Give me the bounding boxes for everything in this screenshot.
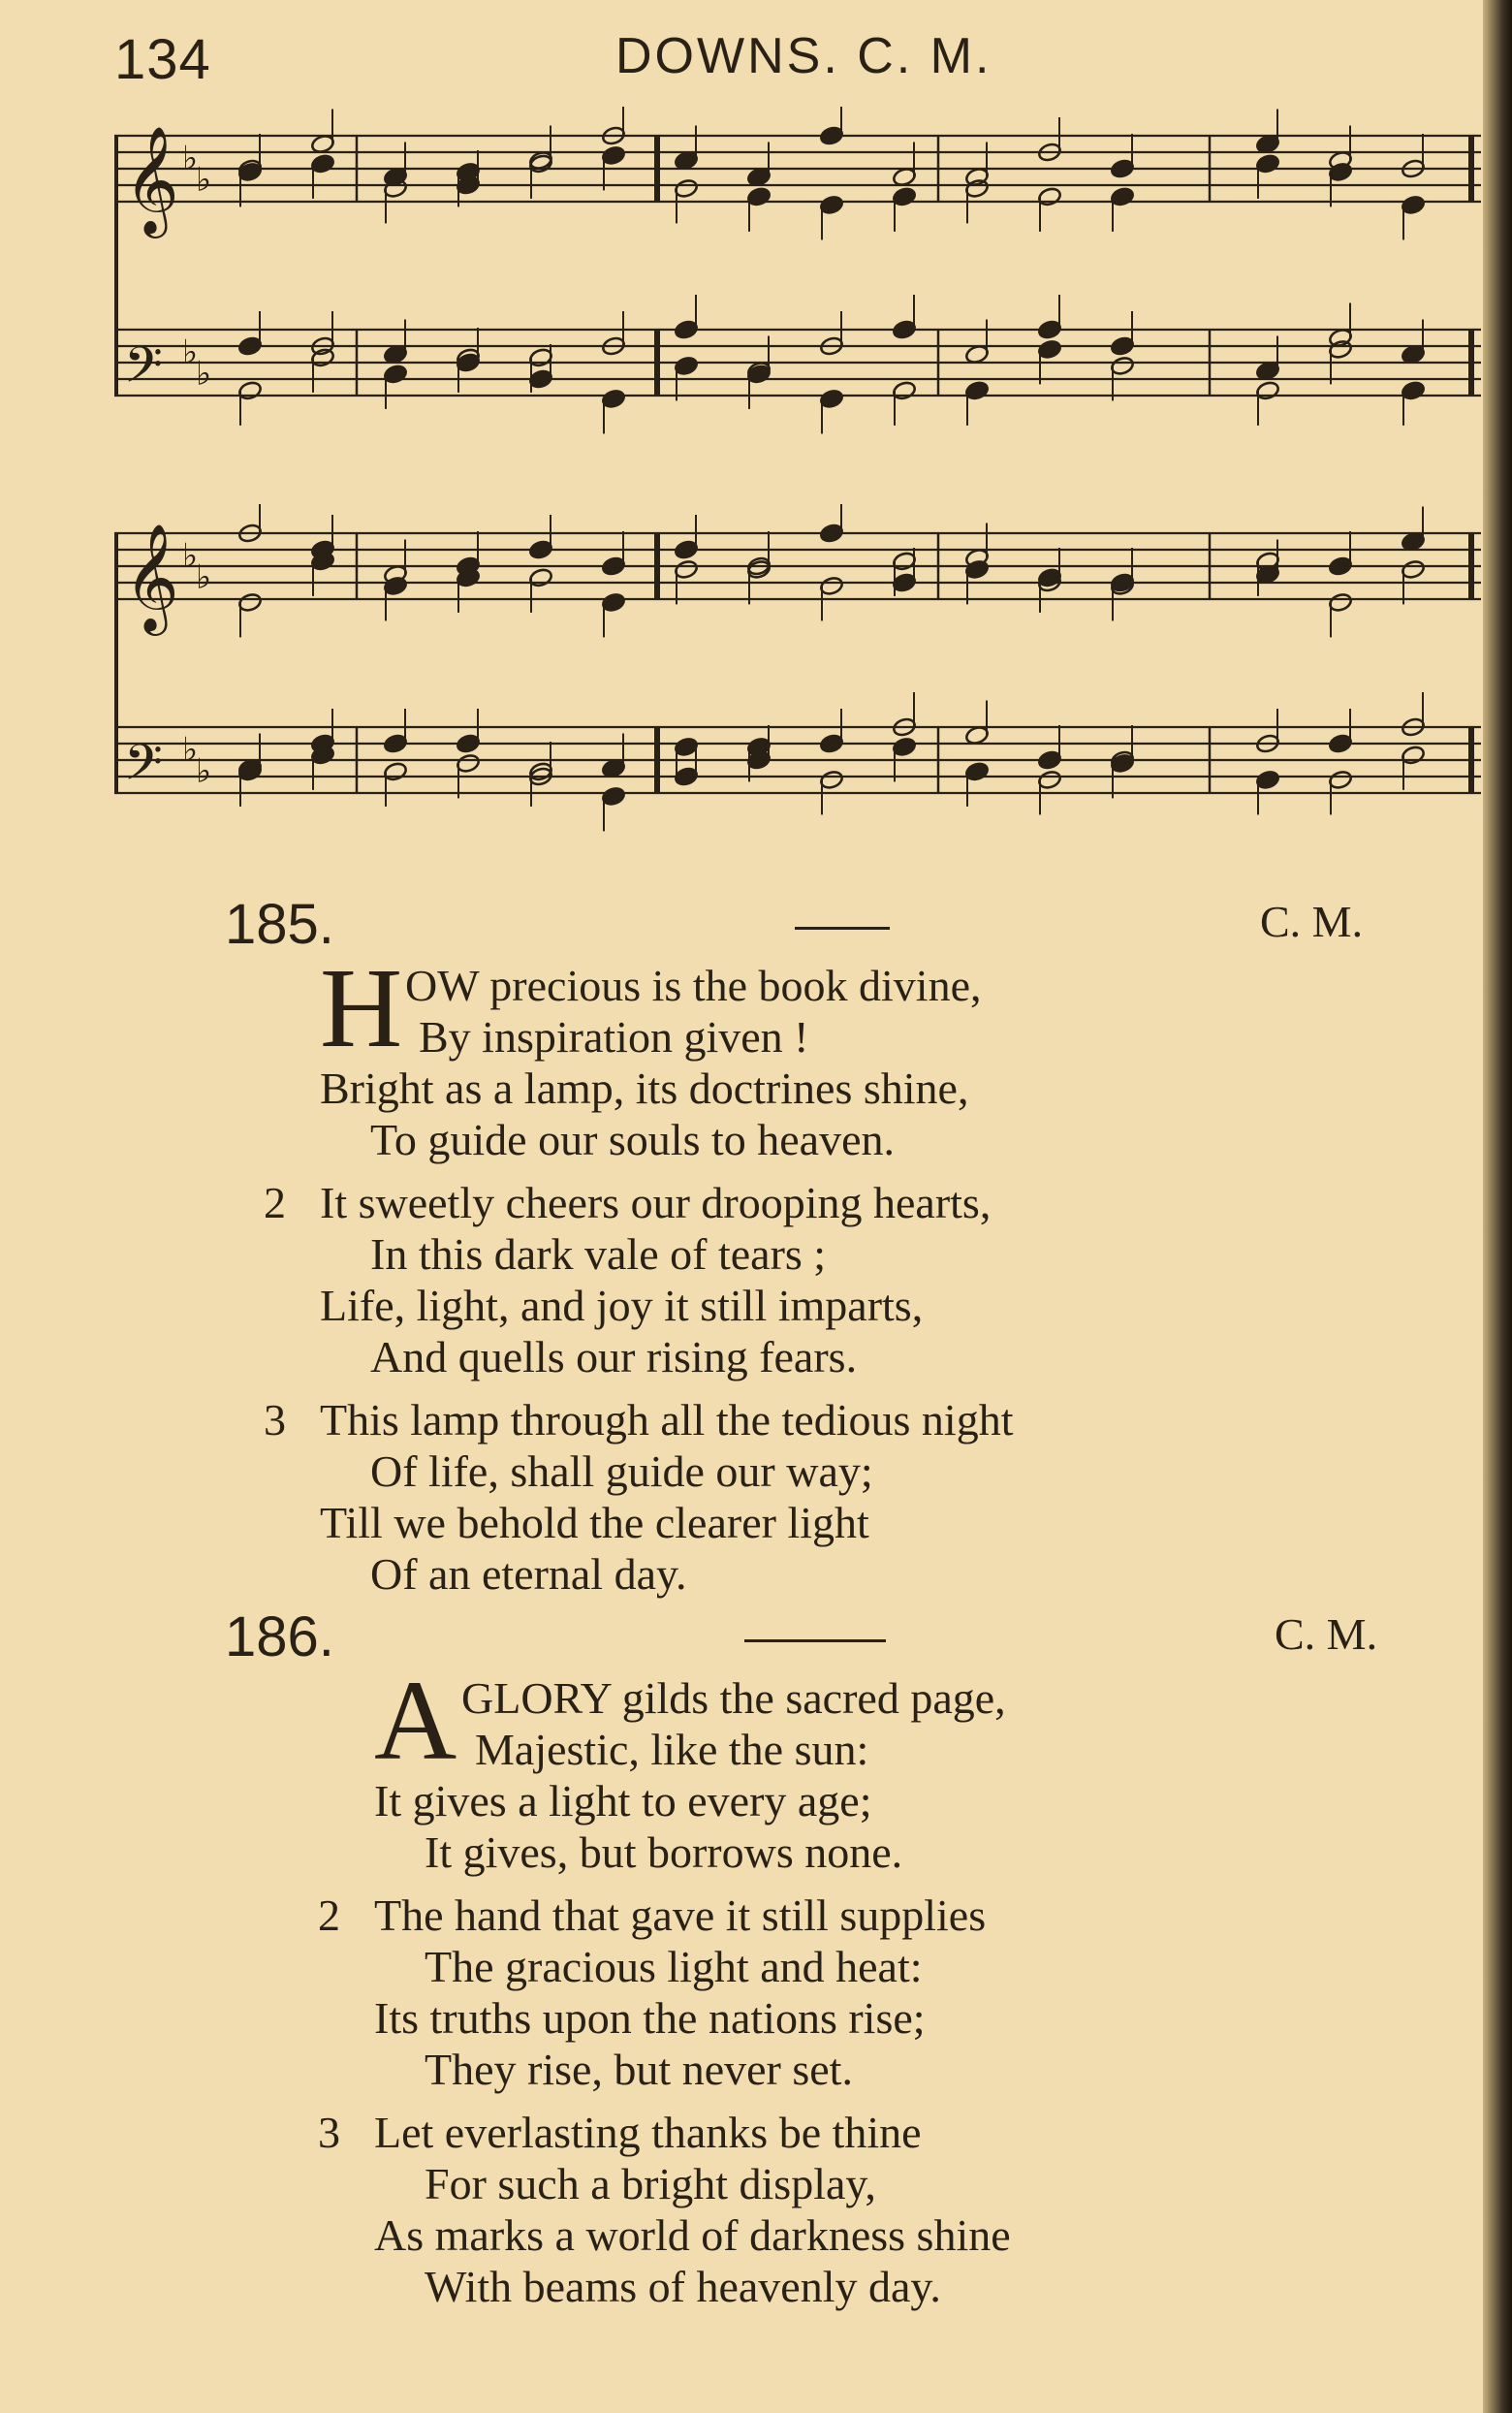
flat-sign: ♭ [196, 160, 212, 200]
hymn-meter: C. M. [1275, 1609, 1378, 1659]
flat-sign: ♭ [182, 139, 199, 178]
page-number: 134 [114, 28, 211, 91]
hymn-number: 185. [225, 893, 334, 956]
verse-line: It gives a light to every age; [374, 1776, 872, 1826]
verse-line: Of an eternal day. [370, 1549, 687, 1599]
hymn-number: 186. [225, 1605, 334, 1668]
bass-clef: 𝄢 [124, 733, 163, 804]
verse-line: As marks a world of darkness shine [374, 2210, 1011, 2260]
stanza-number: 3 [318, 2108, 340, 2157]
flat-sign: ♭ [182, 536, 199, 576]
stanza-3 [318, 2107, 1011, 2312]
stanza-number: 2 [318, 1890, 340, 1940]
verse-line: It sweetly cheers our drooping hearts, [320, 1178, 992, 1227]
verse-line: They rise, but never set. [425, 2045, 853, 2094]
drop-cap: H [320, 944, 403, 1071]
treble-clef: 𝄞 [124, 125, 179, 234]
verse-line: Life, light, and joy it still imparts, [320, 1281, 924, 1330]
verse-line: Bright as a lamp, its doctrines shine, [320, 1064, 969, 1113]
verse-line: And quells our rising fears. [370, 1332, 858, 1381]
stanza-3 [264, 1394, 1014, 1600]
treble-clef: 𝄞 [124, 523, 179, 631]
flat-sign: ♭ [182, 730, 199, 770]
flat-sign: ♭ [196, 751, 212, 791]
flat-sign: ♭ [196, 557, 212, 597]
verse-line: By inspiration given ! [419, 1012, 809, 1062]
verse-line: Let everlasting thanks be thine [374, 2108, 922, 2157]
hymn-divider [795, 927, 890, 930]
stanza-number: 3 [264, 1395, 286, 1445]
music-score-2 [114, 504, 1491, 892]
verse-line: For such a bright display, [425, 2159, 876, 2208]
stanza-2 [264, 1177, 1013, 1382]
drop-cap: A [374, 1657, 457, 1784]
verse-line: Of life, shall guide our way; [370, 1446, 873, 1496]
verse-line: It gives, but borrows none. [425, 1827, 903, 1877]
hymn-185-text [264, 944, 1014, 1600]
tune-title: DOWNS. C. M. [615, 28, 992, 84]
hymn-divider [744, 1639, 886, 1642]
hymn-185-header [0, 892, 1512, 960]
verse-line: The gracious light and heat: [425, 1942, 923, 1991]
bass-clef: 𝄢 [124, 335, 163, 406]
verse-line: GLORY gilds the sacred page, [461, 1673, 1006, 1723]
verse-line: With beams of heavenly day. [425, 2262, 941, 2311]
verse-line: Majestic, like the sun: [475, 1725, 869, 1774]
music-system-1 [114, 107, 1491, 494]
music-system-2 [114, 504, 1491, 892]
flat-sign: ♭ [196, 354, 212, 394]
verse-line: The hand that gave it still supplies [374, 1890, 987, 1940]
hymn-186-header [0, 1604, 1512, 1672]
verse-line: OW precious is the book divine, [405, 961, 982, 1010]
hymn-meter: C. M. [1260, 897, 1364, 946]
music-score-1 [114, 107, 1491, 494]
verse-line: Its truths upon the nations rise; [374, 1993, 926, 2043]
stanza-1 [320, 944, 1013, 1165]
verse-line: To guide our souls to heaven. [370, 1115, 896, 1164]
flat-sign: ♭ [182, 333, 199, 372]
verse-line: This lamp through all the tedious night [320, 1395, 1014, 1445]
stanza-number: 2 [264, 1178, 286, 1227]
verse-line: Till we behold the clearer light [320, 1498, 869, 1547]
hymn-186-text [318, 1657, 1011, 2312]
stanza-1 [374, 1657, 1011, 1878]
stanza-2 [318, 1889, 1011, 2095]
verse-line: In this dark vale of tears ; [370, 1229, 827, 1279]
